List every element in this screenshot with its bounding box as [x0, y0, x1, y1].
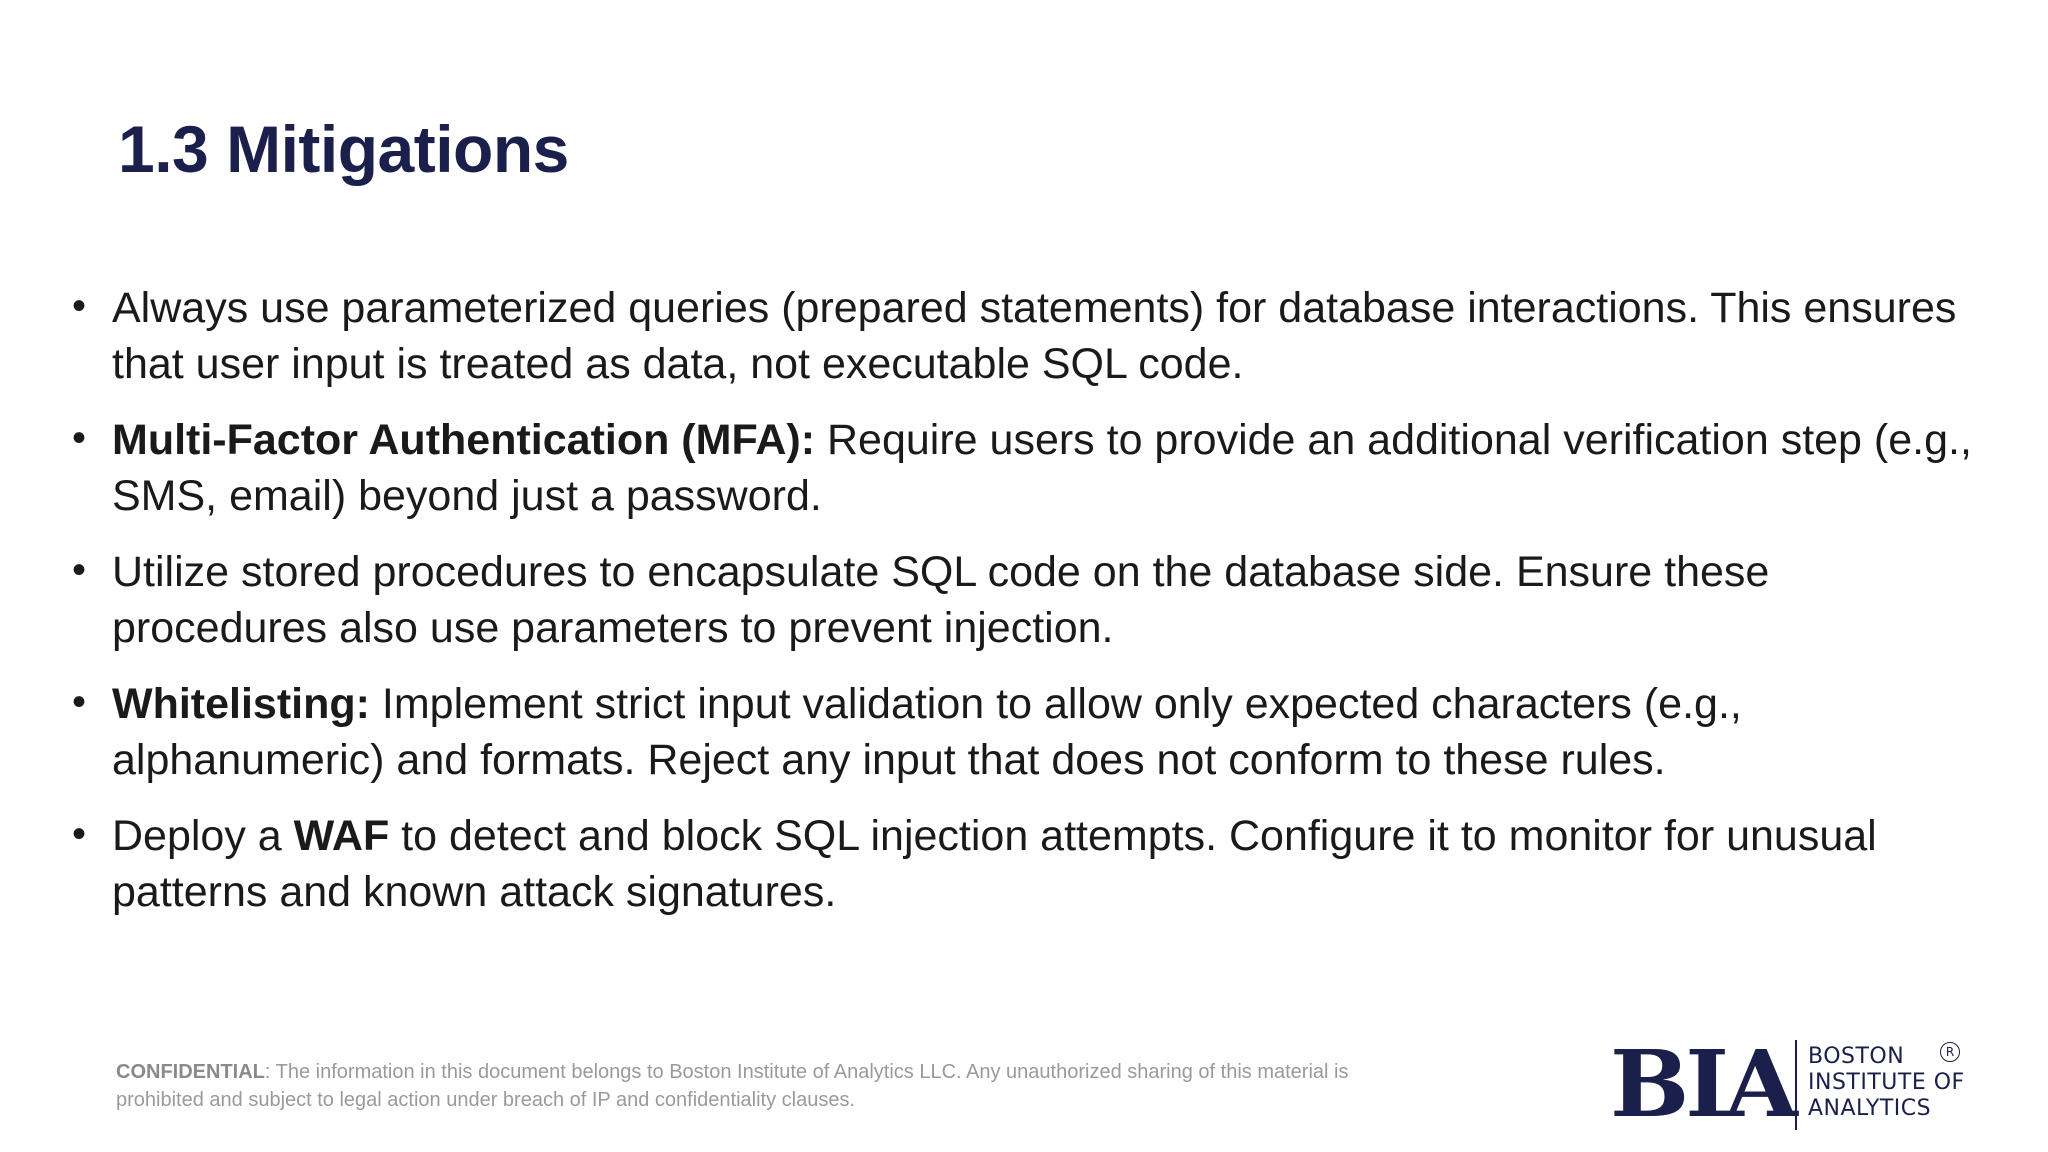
bullet-pre: Deploy a: [112, 812, 294, 860]
bullet-dot-icon: •: [72, 416, 87, 460]
registered-mark-icon: R: [1940, 1042, 1960, 1062]
logo-divider: [1795, 1040, 1797, 1130]
bia-logo: [1610, 1030, 1990, 1138]
slide-title: 1.3 Mitigations: [118, 112, 569, 186]
logo-line-1: BOSTON: [1808, 1044, 1905, 1069]
bullet-dot-icon: •: [72, 548, 87, 592]
bullet-dot-icon: •: [72, 284, 87, 328]
bullet-item: [72, 676, 1972, 788]
bullet-bold-term: WAF: [293, 812, 390, 860]
bullet-item: [72, 544, 1972, 656]
bullet-item: [72, 412, 1972, 524]
bullet-body: Require users to provide an additional verification step (e.g., SMS, email) beyond just a password.: [112, 416, 1972, 520]
bullet-text: [112, 812, 1877, 916]
bullet-text: [112, 284, 1956, 388]
confidentiality-notice: [116, 1058, 1416, 1114]
bullet-body: Utilize stored procedures to encapsulate SQL code on the database side. Ensure these procedures also use parameters to prevent injection.: [112, 548, 1770, 652]
bullet-list: [72, 280, 1972, 940]
bullet-bold-lead: Multi-Factor Authentication (MFA):: [112, 416, 816, 464]
bullet-text: [112, 548, 1769, 652]
confidential-label: CONFIDENTIAL: [116, 1061, 265, 1083]
logo-line-2: INSTITUTE OF: [1808, 1070, 1965, 1095]
bullet-text: [112, 416, 1972, 520]
bullet-item: [72, 280, 1972, 392]
bullet-body: to detect and block SQL injection attempts. Configure it to monitor for unusual patterns and known attack signatures.: [112, 812, 1877, 916]
logo-line-3: ANALYTICS: [1808, 1096, 1932, 1121]
bullet-item: [72, 808, 1972, 920]
bullet-dot-icon: •: [72, 680, 87, 724]
bullet-body: Always use parameterized queries (prepared statements) for database interactions. This ensures that user input is treated as data, not executable SQL code.: [112, 284, 1957, 388]
confidential-text: : The information in this document belongs to Boston Institute of Analytics LLC. Any unauthorized sharing of this material is prohibited and subject to legal action under breach of IP and confidentiality clauses.: [116, 1061, 1349, 1111]
bullet-bold-lead: Whitelisting:: [112, 680, 370, 728]
bullet-text: [112, 680, 1742, 784]
logo-mark: BIA: [1610, 1030, 1794, 1138]
bullet-body: Implement strict input validation to allow only expected characters (e.g., alphanumeric) and formats. Reject any input that does not conform to these rules.: [112, 680, 1742, 784]
bullet-dot-icon: •: [72, 812, 87, 856]
